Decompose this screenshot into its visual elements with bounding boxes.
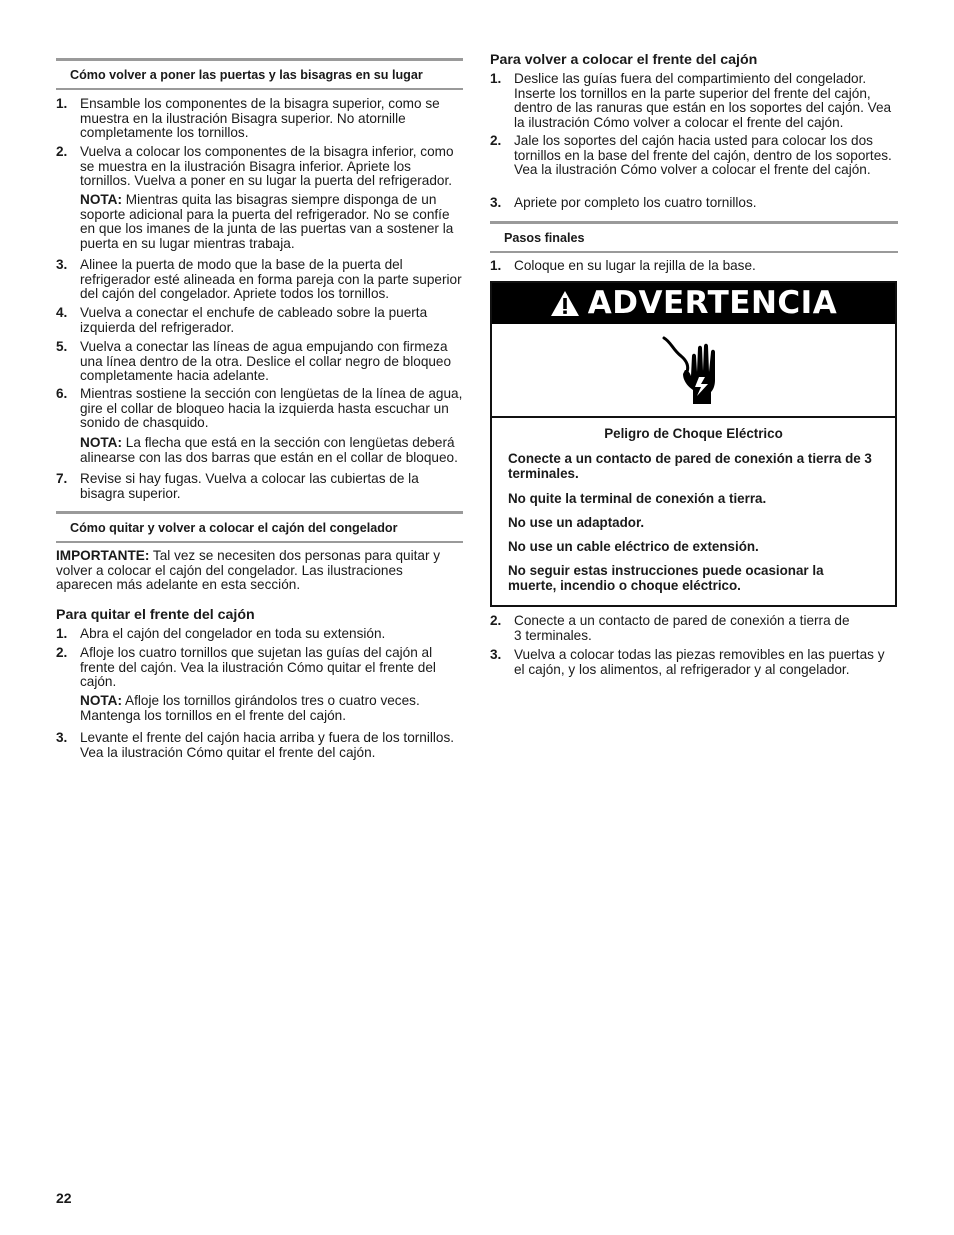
- warning-line: No use un cable eléctrico de extensión.: [508, 539, 759, 554]
- note-paragraph: NOTA: Mientras quita las bisagras siempre disponga de un soporte adicional para la puerta del refrigerador. No se confíe en que los imanes de la junta de las puertas van a sostener la puerta en su lugar mientras trabaja.: [80, 192, 454, 251]
- list-item: 2. Conecte a un contacto de pared de conexión a tierra de 3 terminales.: [490, 613, 850, 643]
- list-item: 1. Deslice las guías fuera del compartimiento del congelador. Inserte los tornillos en la parte superior del frente del cajón, dentro de las ranuras que están en los soportes del cajón. Vea la ilustración Cómo volver a colocar el frente del cajón.: [490, 71, 892, 130]
- subheading-remove-drawer-front: Para quitar el frente del cajón: [56, 607, 255, 623]
- list-item: 3. Vuelva a colocar todas las piezas removibles en las puertas y el cajón, y los alimentos, al refrigerador y al congelador.: [490, 647, 885, 677]
- page-number: 22: [56, 1190, 72, 1206]
- warning-triangle-icon: [550, 290, 580, 317]
- list-item: 2. Jale los soportes del cajón hacia usted para colocar los dos tornillos en la base del frente del cajón, dentro de los soportes. Vea la ilustración Cómo volver a colocar el frente del cajón.: [490, 133, 892, 178]
- warning-line: Conecte a un contacto de pared de conexión a tierra de 3 terminales.: [508, 451, 872, 481]
- warning-line: No quite la terminal de conexión a tierra.: [508, 491, 767, 506]
- list-item: 4. Vuelva a conectar el enchufe de cableado sobre la puerta izquierda del refrigerador.: [56, 305, 428, 335]
- warning-icon-area: [492, 324, 895, 418]
- note-paragraph: NOTA: La flecha que está en la sección con lengüetas deberá alinearse con las dos barras que están en el collar de bloqueo.: [80, 435, 458, 465]
- list-item: 6. Mientras sostiene la sección con lengüetas de la línea de agua, gire el collar de bloqueo hacia la izquierda hasta escuchar un sonido de chasquido.: [56, 386, 463, 431]
- list-item: 1. Abra el cajón del congelador en toda su extensión.: [56, 626, 386, 641]
- list-item: 3. Alinee la puerta de modo que la base de la puerta del refrigerador esté alineada en forma pareja con la parte superior del cajón del congelador. Apriete todos los tornillos.: [56, 257, 462, 302]
- right-column: [490, 0, 898, 1235]
- important-paragraph: IMPORTANTE: Tal vez se necesiten dos personas para quitar y volver a colocar el cajón del congelador. Las ilustraciones aparecen más adelante en esta sección.: [56, 548, 441, 593]
- list-item: 2. Vuelva a colocar los componentes de la bisagra inferior, como se muestra en la ilustración Bisagra inferior. Apriete los tornillos. Vuelva a poner en su lugar la puerta del refrigerador.: [56, 144, 454, 189]
- note-paragraph: NOTA: Afloje los tornillos girándolos tres o cuatro veces. Mantenga los tornillos en el frente del cajón.: [80, 693, 420, 723]
- list-item: 7. Revise si hay fugas. Vuelva a colocar las cubiertas de la bisagra superior.: [56, 471, 419, 501]
- warning-line: No use un adaptador.: [508, 515, 645, 530]
- list-item: 1. Ensamble los componentes de la bisagra superior, como se muestra en la ilustración Bisagra superior. No atornille completamente los tornillos.: [56, 96, 440, 141]
- left-column: [56, 0, 463, 1235]
- electric-shock-hand-icon: [659, 334, 729, 406]
- list-item: 2. Afloje los cuatro tornillos que sujetan las guías del cajón al frente del cajón. Vea la ilustración Cómo quitar el frente del cajón.: [56, 645, 436, 690]
- warning-body: [492, 418, 895, 603]
- section-heading-final-steps: Pasos finales: [490, 221, 898, 253]
- warning-title: Peligro de Choque Eléctrico: [604, 426, 783, 441]
- warning-line: No seguir estas instrucciones puede ocasionar la muerte, incendio o choque eléctrico.: [508, 563, 824, 593]
- warning-heading: ADVERTENCIA: [587, 285, 838, 322]
- section-heading-reinstall-doors: Cómo volver a poner las puertas y las bisagras en su lugar: [56, 58, 463, 90]
- warning-box: [490, 281, 897, 607]
- list-item: 3. Apriete por completo los cuatro tornillos.: [490, 195, 757, 210]
- list-item: 5. Vuelva a conectar las líneas de agua empujando con firmeza una línea dentro de la otra. Deslice el collar negro de bloqueo completamente hacia adelante.: [56, 339, 452, 384]
- list-item: 1. Coloque en su lugar la rejilla de la base.: [490, 258, 756, 273]
- list-item: 3. Levante el frente del cajón hacia arriba y fuera de los tornillos. Vea la ilustración Cómo quitar el frente del cajón.: [56, 730, 455, 760]
- subheading-replace-drawer-front: Para volver a colocar el frente del cajón: [490, 52, 758, 68]
- warning-banner: [492, 283, 895, 324]
- section-heading-freezer-drawer: Cómo quitar y volver a colocar el cajón del congelador: [56, 511, 463, 543]
